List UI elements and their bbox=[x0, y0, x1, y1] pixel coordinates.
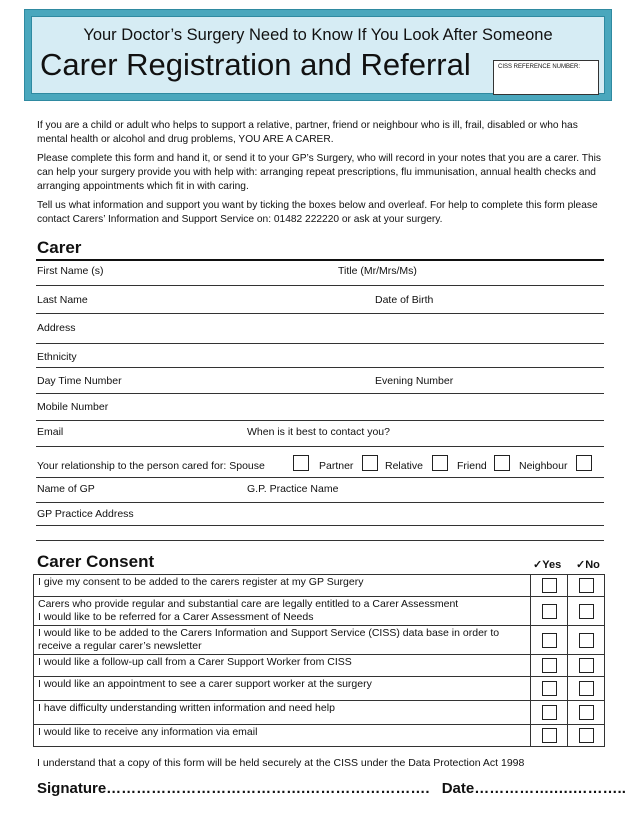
row-rule bbox=[36, 343, 604, 344]
consent-row bbox=[34, 597, 605, 626]
row-rule bbox=[36, 540, 604, 541]
signature-label: Signature………………………………….……………………. bbox=[37, 780, 430, 797]
partner-label: Partner bbox=[319, 460, 354, 472]
yes-checkbox[interactable] bbox=[542, 705, 557, 720]
gp-address-field[interactable]: GP Practice Address bbox=[37, 508, 134, 520]
intro-paragraph-2: Please complete this form and hand it, or send it to your GP’s Surgery, who will record in your notes that you are a carer. This can help your surgery provide you with help with: arranging repeat prescriptions, flu immunisation, annual health checks and arranging appointments which fit in with caring. bbox=[37, 153, 601, 192]
consent-table bbox=[33, 574, 605, 747]
first-name-field[interactable]: First Name (s) bbox=[37, 265, 104, 277]
row-rule bbox=[36, 446, 604, 447]
no-checkbox[interactable] bbox=[579, 681, 594, 696]
consent-text: Carers who provide regular and substantial care are legally entitled to a Carer Assessment bbox=[38, 598, 459, 610]
header-banner bbox=[24, 9, 612, 101]
partner-checkbox[interactable] bbox=[362, 455, 378, 471]
neighbour-checkbox[interactable] bbox=[576, 455, 592, 471]
last-name-field[interactable]: Last Name bbox=[37, 294, 88, 306]
yes-checkbox[interactable] bbox=[542, 728, 557, 743]
consent-row bbox=[34, 677, 605, 701]
yes-checkbox[interactable] bbox=[542, 578, 557, 593]
no-checkbox[interactable] bbox=[579, 578, 594, 593]
address-field[interactable]: Address bbox=[37, 322, 76, 334]
no-checkbox[interactable] bbox=[579, 705, 594, 720]
email-field[interactable]: Email bbox=[37, 426, 64, 438]
consent-text: I have difficulty understanding written information and need help bbox=[34, 701, 531, 725]
consent-row bbox=[34, 575, 605, 597]
relative-label: Relative bbox=[385, 460, 423, 472]
evening-number-field[interactable]: Evening Number bbox=[375, 375, 454, 387]
row-rule bbox=[36, 525, 604, 526]
yes-checkbox[interactable] bbox=[542, 681, 557, 696]
intro-paragraph-1: If you are a child or adult who helps to support a relative, partner, friend or neighbour who is ill, frail, disabled or who has mental health or alcohol and drug problems, YOU ARE A CARER. bbox=[37, 120, 578, 145]
mobile-field[interactable]: Mobile Number bbox=[37, 401, 109, 413]
no-checkbox[interactable] bbox=[579, 728, 594, 743]
yes-column-header: ✓Yes bbox=[533, 559, 562, 571]
date-label: Date…………….….……….. bbox=[441, 780, 626, 797]
consent-heading: Carer Consent bbox=[37, 552, 155, 571]
consent-row bbox=[34, 626, 605, 655]
relative-checkbox[interactable] bbox=[432, 455, 448, 471]
friend-checkbox[interactable] bbox=[494, 455, 510, 471]
consent-row bbox=[34, 655, 605, 677]
form-title: Carer Registration and Referral bbox=[40, 47, 471, 82]
header-subtitle: Your Doctor’s Surgery Need to Know If You Look After Someone bbox=[83, 26, 553, 44]
consent-text: I would like to receive any information via email bbox=[34, 725, 531, 747]
title-field[interactable]: Title (Mr/Mrs/Ms) bbox=[338, 265, 417, 277]
ciss-reference-label: CISS REFERENCE NUMBER: bbox=[498, 64, 581, 70]
gp-practice-name-field[interactable]: G.P. Practice Name bbox=[247, 483, 339, 495]
dob-field[interactable]: Date of Birth bbox=[375, 294, 434, 306]
row-rule bbox=[36, 367, 604, 368]
relationship-label: Your relationship to the person cared for: Spouse bbox=[37, 460, 265, 472]
yes-checkbox[interactable] bbox=[542, 633, 557, 648]
row-rule bbox=[36, 393, 604, 394]
yes-checkbox[interactable] bbox=[542, 604, 557, 619]
signature-line[interactable] bbox=[37, 780, 626, 797]
ethnicity-field[interactable]: Ethnicity bbox=[37, 351, 77, 363]
no-checkbox[interactable] bbox=[579, 633, 594, 648]
intro-text bbox=[37, 119, 605, 232]
consent-text: I give my consent to be added to the carers register at my GP Surgery bbox=[34, 575, 531, 597]
consent-text: I would like a follow-up call from a Carer Support Worker from CISS bbox=[34, 655, 531, 677]
no-checkbox[interactable] bbox=[579, 604, 594, 619]
consent-text-referral: I would like to be referred for a Carer Assessment of Needs bbox=[38, 611, 314, 623]
row-rule bbox=[36, 477, 604, 478]
row-rule bbox=[36, 502, 604, 503]
carer-heading-rule bbox=[36, 259, 604, 261]
carer-heading: Carer bbox=[37, 238, 82, 257]
yes-checkbox[interactable] bbox=[542, 658, 557, 673]
consent-row bbox=[34, 725, 605, 747]
intro-paragraph-3: Tell us what information and support you want by ticking the boxes below and overleaf. For help to complete this form please contact Carers’ Information and Support Service on: 01482 222220 or ask at your surgery. bbox=[37, 200, 598, 225]
data-protection-statement: I understand that a copy of this form will be held securely at the CISS under the Data Protection Act 1998 bbox=[37, 757, 525, 769]
header-inner bbox=[31, 16, 605, 94]
best-contact-field[interactable]: When is it best to contact you? bbox=[247, 426, 390, 438]
ciss-reference-field[interactable] bbox=[493, 60, 599, 95]
no-checkbox[interactable] bbox=[579, 658, 594, 673]
neighbour-label: Neighbour bbox=[519, 460, 568, 472]
spouse-checkbox[interactable] bbox=[293, 455, 309, 471]
friend-label: Friend bbox=[457, 460, 487, 472]
day-number-field[interactable]: Day Time Number bbox=[37, 375, 122, 387]
consent-text: I would like to be added to the Carers Information and Support Service (CISS) data base in order to receive a regular carer’s newsletter bbox=[34, 626, 531, 655]
no-column-header: ✓No bbox=[576, 559, 600, 571]
consent-row bbox=[34, 701, 605, 725]
row-rule bbox=[36, 313, 604, 314]
gp-name-field[interactable]: Name of GP bbox=[37, 483, 95, 495]
row-rule bbox=[36, 285, 604, 286]
row-rule bbox=[36, 420, 604, 421]
consent-text: I would like an appointment to see a carer support worker at the surgery bbox=[34, 677, 531, 701]
